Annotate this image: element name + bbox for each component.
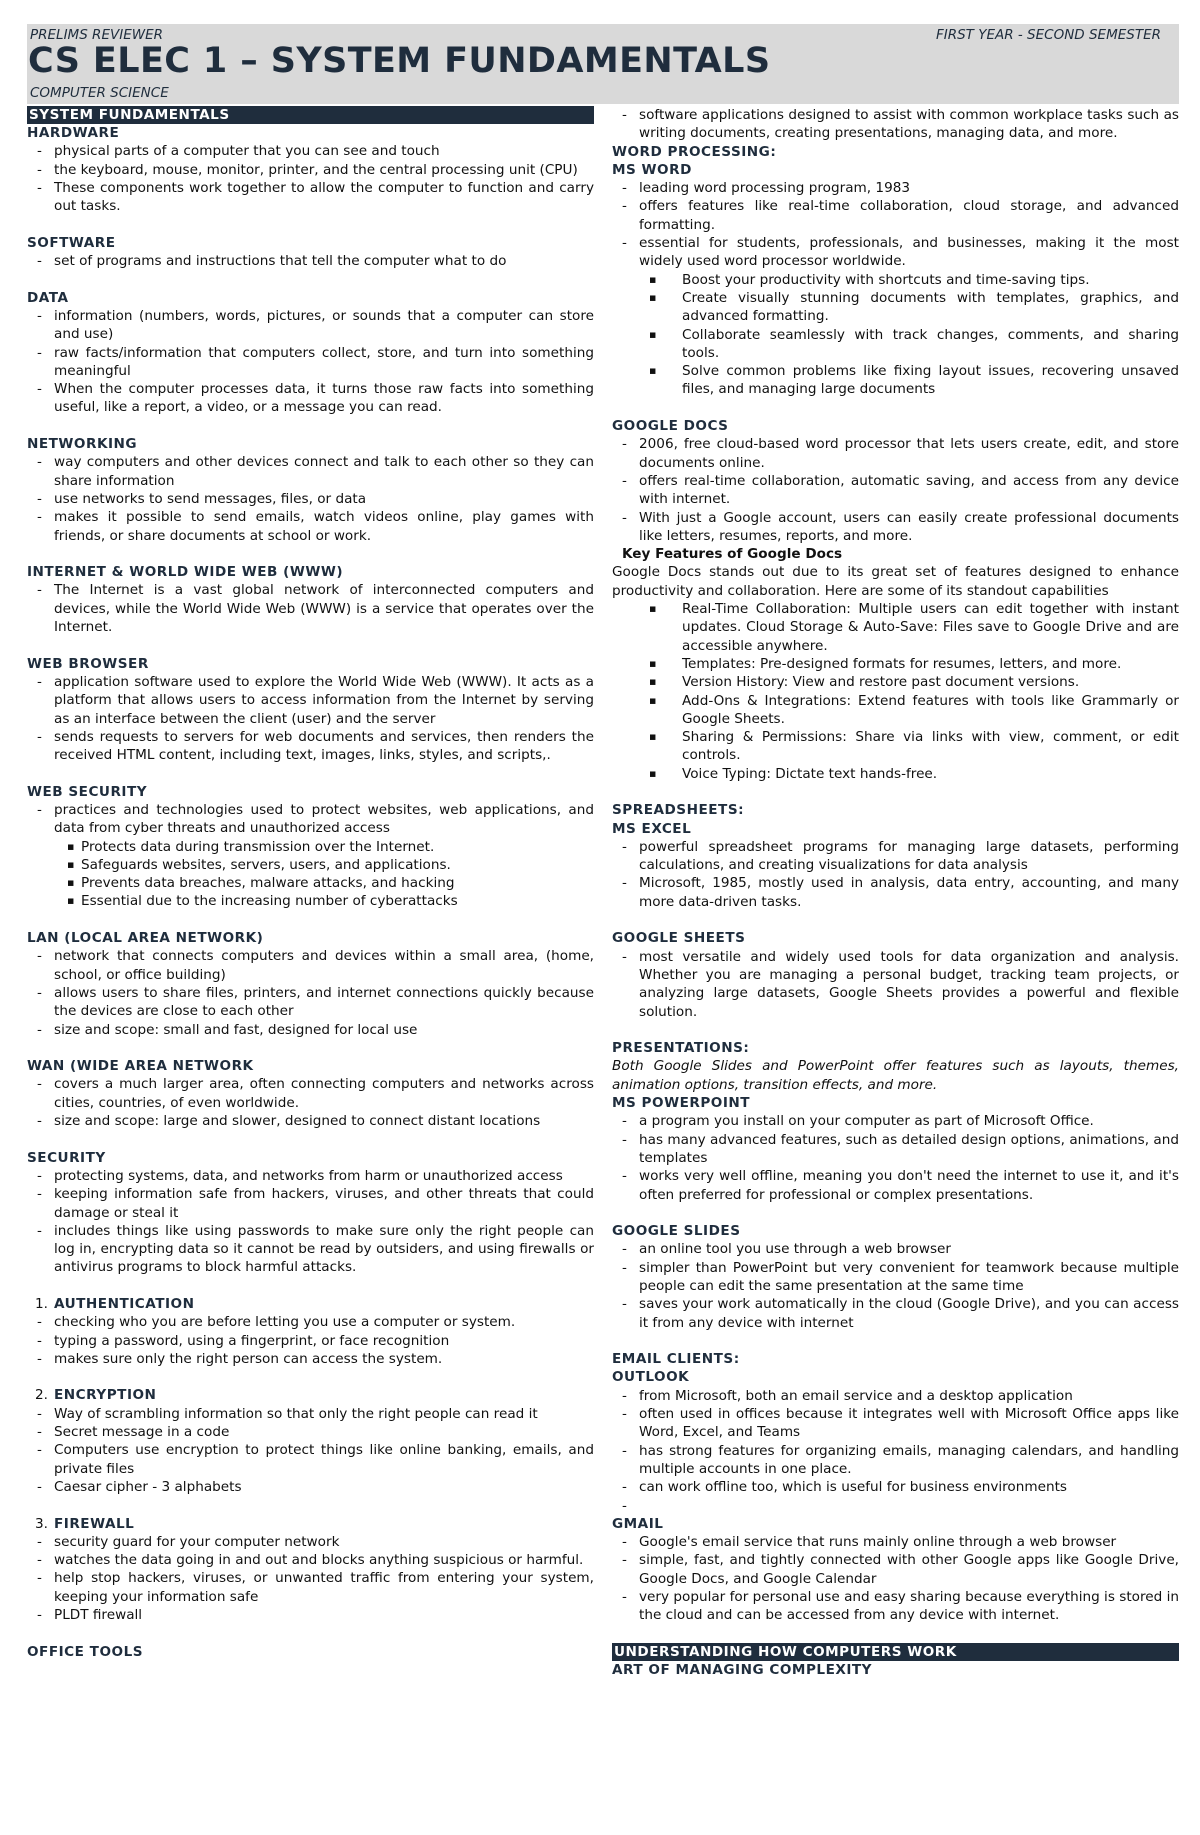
list-item: ▪ Solve common problems like fixing layout issues, recovering unsaved files, and managing large documents (612, 362, 1179, 399)
list-item: ▪ Real-Time Collaboration: Multiple users can edit together with instant updates. Cloud Storage & Auto-Save: Files save to Google Drive and are accessible anywhere. (612, 600, 1179, 655)
bullet-list (612, 1240, 1179, 1331)
section-heading: OFFICE TOOLS (27, 1643, 144, 1660)
list-item: - The Internet is a vast global network of interconnected computers and devices, while the World Wide Web (WWW) is a service that operates over the Internet. (27, 581, 594, 636)
section-bar: SYSTEM FUNDAMENTALS (27, 106, 594, 124)
list-item: - watches the data going in and out and blocks anything suspicious or harmful. (27, 1551, 594, 1569)
section-heading: GOOGLE SHEETS (612, 930, 746, 947)
list-item: ▪ Version History: View and restore past document versions. (612, 673, 1179, 691)
list-item: ▪ Create visually stunning documents with templates, graphics, and advanced formatting. (612, 289, 1179, 326)
list-item: ▪ Prevents data breaches, malware attacks, and hacking (27, 874, 594, 892)
document-header (27, 24, 1179, 104)
list-item: - from Microsoft, both an email service and a desktop application (612, 1387, 1179, 1405)
list-item: - often used in offices because it integrates well with Microsoft Office apps like Word, Excel, and Teams (612, 1405, 1179, 1442)
heading-number: 3. (35, 1515, 48, 1532)
list-item: - simpler than PowerPoint but very convenient for teamwork because multiple people can edit the same presentation at the same time (612, 1259, 1179, 1296)
list-item: - set of programs and instructions that tell the computer what to do (27, 252, 594, 270)
list-item: - typing a password, using a fingerprint, or face recognition (27, 1332, 594, 1350)
list-item: - PLDT firewall (27, 1606, 594, 1624)
list-item: - With just a Google account, users can easily create professional documents like letters, resumes, reports, and more. (612, 509, 1179, 546)
bullet-list (27, 252, 594, 270)
document-subtitle: COMPUTER SCIENCE (30, 85, 169, 101)
section-heading: WEB BROWSER (27, 655, 149, 672)
left-column (27, 106, 594, 1661)
list-item: - Caesar cipher - 3 alphabets (27, 1478, 594, 1496)
list-item: - Computers use encryption to protect things like online banking, emails, and private files (27, 1441, 594, 1478)
numbered-heading (27, 1386, 594, 1404)
list-item: ▪ Safeguards websites, servers, users, and applications. (27, 856, 594, 874)
list-item: - makes sure only the right person can access the system. (27, 1350, 594, 1368)
heading-number: 1. (35, 1296, 48, 1312)
list-item: - saves your work automatically in the cloud (Google Drive), and you can access it from any device with internet (612, 1295, 1179, 1332)
right-column (612, 106, 1179, 1679)
numbered-heading (27, 1515, 594, 1533)
list-item: - an online tool you use through a web browser (612, 1240, 1179, 1258)
list-item: - the keyboard, mouse, monitor, printer, and the central processing unit (CPU) (27, 161, 594, 179)
list-item: - offers features like real-time collaboration, cloud storage, and advanced formatting. (612, 197, 1179, 234)
document-title: CS ELEC 1 – SYSTEM FUNDAMENTALS (28, 41, 771, 81)
list-item: - These components work together to allow the computer to function and carry out tasks. (27, 179, 594, 216)
heading-text: AUTHENTICATION (54, 1296, 195, 1312)
list-item: - has strong features for organizing emails, managing calendars, and handling multiple accounts in one place. (612, 1442, 1179, 1479)
bullet-list (27, 801, 594, 838)
list-item (612, 1497, 1179, 1515)
section-heading: MS WORD (612, 161, 692, 178)
bullet-list (27, 307, 594, 417)
header-semester: FIRST YEAR - SECOND SEMESTER (935, 27, 1161, 43)
list-item: - Google's email service that runs mainly online through a web browser (612, 1533, 1179, 1551)
list-item: - allows users to share files, printers, and internet connections quickly because the devices are close to each other (27, 984, 594, 1021)
list-item: - physical parts of a computer that you can see and touch (27, 142, 594, 160)
bullet-list (612, 1533, 1179, 1624)
list-item: - most versatile and widely used tools for data organization and analysis. Whether you are managing a personal budget, tracking team projects, or analyzing large datasets, Google Sheets provides a powerful and flexible solution. (612, 948, 1179, 1021)
list-item: - essential for students, professionals, and businesses, making it the most widely used word processor worldwide. (612, 234, 1179, 271)
list-item: ▪ Voice Typing: Dictate text hands-free. (612, 765, 1179, 783)
list-item: - software applications designed to assist with common workplace tasks such as writing documents, creating presentations, managing data, and more. (612, 106, 1179, 143)
list-item: ▪ Collaborate seamlessly with track changes, comments, and sharing tools. (612, 326, 1179, 363)
list-item: - can work offline too, which is useful for business environments (612, 1478, 1179, 1496)
sub-bullet-list (612, 600, 1179, 783)
section-heading: WAN (WIDE AREA NETWORK (27, 1058, 254, 1075)
bullet-list (27, 1167, 594, 1277)
section-heading: OUTLOOK (612, 1369, 690, 1386)
list-item: - way computers and other devices connect and talk to each other so they can share information (27, 453, 594, 490)
list-item: - Microsoft, 1985, mostly used in analysis, data entry, accounting, and many more data-driven tasks. (612, 874, 1179, 911)
key-features-paragraph: Google Docs stands out due to its great set of features designed to enhance productivity and collaboration. Here are some of its standout capabilities (612, 564, 1179, 599)
section-heading: GOOGLE DOCS (612, 418, 729, 435)
section-heading: SECURITY (27, 1149, 106, 1166)
bullet-list (612, 179, 1179, 270)
section-heading: LAN (LOCAL AREA NETWORK) (27, 930, 264, 947)
list-item: ▪ Protects data during transmission over the Internet. (27, 838, 594, 856)
list-item: ▪ Add-Ons & Integrations: Extend features with tools like Grammarly or Google Sheets. (612, 692, 1179, 729)
list-item: - Way of scrambling information so that only the right people can read it (27, 1405, 594, 1423)
bullet-list (27, 1405, 594, 1496)
list-item: - size and scope: large and slower, designed to connect distant locations (27, 1112, 594, 1130)
list-item: - simple, fast, and tightly connected with other Google apps like Google Drive, Google Docs, and Google Calendar (612, 1551, 1179, 1588)
section-heading: NETWORKING (27, 436, 138, 453)
numbered-heading (27, 1295, 594, 1313)
section-heading: WEB SECURITY (27, 783, 148, 800)
heading-text: FIREWALL (54, 1515, 135, 1532)
bullet-list (612, 1112, 1179, 1203)
list-item: - a program you install on your computer as part of Microsoft Office. (612, 1112, 1179, 1130)
list-item: - raw facts/information that computers collect, store, and turn into something meaningful (27, 344, 594, 381)
sub-bullet-list (612, 271, 1179, 399)
list-item: - size and scope: small and fast, designed for local use (27, 1021, 594, 1039)
section-heading: GOOGLE SLIDES (612, 1223, 741, 1240)
list-item: - offers real-time collaboration, automatic saving, and access from any device with internet. (612, 472, 1179, 509)
list-item: - works very well offline, meaning you don't need the internet to use it, and it's often preferred for professional or complex presentations. (612, 1167, 1179, 1204)
list-item: - use networks to send messages, files, or data (27, 490, 594, 508)
section-heading: MS POWERPOINT (612, 1095, 751, 1112)
bullet-list (27, 142, 594, 215)
bullet-list (612, 948, 1179, 1021)
list-item: - 2006, free cloud-based word processor that lets users create, edit, and store documents online. (612, 435, 1179, 472)
key-features-title: Key Features of Google Docs (622, 546, 843, 563)
list-item: - information (numbers, words, pictures, or sounds that a computer can store and use) (27, 307, 594, 344)
section-heading: DATA (27, 289, 69, 306)
section-heading: GMAIL (612, 1515, 664, 1532)
document-page (27, 24, 1179, 1678)
section-heading: MS EXCEL (612, 820, 692, 837)
list-item: - help stop hackers, viruses, or unwanted traffic from entering your system, keeping your information safe (27, 1569, 594, 1606)
list-item: - application software used to explore the World Wide Web (WWW). It acts as a platform that allows users to access information from the Internet by serving as an interface between the client (user) and the server (27, 673, 594, 728)
list-item: ▪ Essential due to the increasing number of cyberattacks (27, 892, 594, 910)
list-item: - makes it possible to send emails, watch videos online, play games with friends, or share documents at school or work. (27, 508, 594, 545)
list-item: - protecting systems, data, and networks from harm or unauthorized access (27, 1167, 594, 1185)
section-heading: SOFTWARE (27, 234, 116, 251)
heading-number: 2. (35, 1387, 48, 1404)
list-item: - sends requests to servers for web documents and services, then renders the received HTML content, including text, images, links, styles, and scripts,. (27, 728, 594, 765)
bullet-list (27, 581, 594, 636)
list-item: ▪ Boost your productivity with shortcuts and time-saving tips. (612, 271, 1179, 289)
list-item: ▪ Templates: Pre-designed formats for resumes, letters, and more. (612, 655, 1179, 673)
bullet-list (27, 1313, 594, 1368)
heading-text: ENCRYPTION (54, 1387, 157, 1404)
bullet-list (612, 838, 1179, 911)
presentations-paragraph: Both Google Slides and PowerPoint offer features such as layouts, themes, animation options, transition effects, and more. (612, 1058, 1179, 1093)
sub-bullet-list (27, 838, 594, 911)
list-item: - practices and technologies used to protect websites, web applications, and data from cyber threats and unauthorized access (27, 801, 594, 838)
section-heading: HARDWARE (27, 125, 120, 141)
bullet-list (27, 947, 594, 1038)
list-item: - network that connects computers and devices within a small area, (home, school, or office building) (27, 947, 594, 984)
list-item: - When the computer processes data, it turns those raw facts into something useful, like a report, a video, or a message you can read. (27, 380, 594, 417)
list-item: - very popular for personal use and easy sharing because everything is stored in the cloud and can be accessed from any device with internet. (612, 1588, 1179, 1625)
bullet-list (27, 1533, 594, 1624)
bullet-list (612, 435, 1179, 545)
list-item: - includes things like using passwords to make sure only the right people can log in, encrypting data so it cannot be read by outsiders, and using firewalls or antivirus programs to block harmful attacks. (27, 1222, 594, 1277)
bullet-list (612, 106, 1179, 143)
category-heading: PRESENTATIONS: (612, 1040, 750, 1057)
list-item: - security guard for your computer network (27, 1533, 594, 1551)
header-label: PRELIMS REVIEWER (30, 27, 163, 43)
bullet-list (612, 1387, 1179, 1515)
list-item: - covers a much larger area, often connecting computers and networks across cities, countries, of even worldwide. (27, 1075, 594, 1112)
list-item: ▪ Sharing & Permissions: Share via links with view, comment, or edit controls. (612, 728, 1179, 765)
section-bar: UNDERSTANDING HOW COMPUTERS WORK (612, 1643, 1179, 1661)
category-heading: EMAIL CLIENTS: (612, 1351, 740, 1368)
category-heading: SPREADSHEETS: (612, 802, 745, 819)
section-heading: ART OF MANAGING COMPLEXITY (612, 1661, 873, 1678)
list-item: - checking who you are before letting you use a computer or system. (27, 1313, 594, 1331)
list-item: - has many advanced features, such as detailed design options, animations, and templates (612, 1131, 1179, 1168)
bullet-list (27, 673, 594, 764)
bullet-list (27, 453, 594, 544)
bullet-list (27, 1075, 594, 1130)
category-heading: WORD PROCESSING: (612, 143, 777, 160)
list-item: - powerful spreadsheet programs for managing large datasets, performing calculations, and creating visualizations for data analysis (612, 838, 1179, 875)
section-heading: INTERNET & WORLD WIDE WEB (WWW) (27, 564, 344, 581)
list-item: - leading word processing program, 1983 (612, 179, 1179, 197)
list-item: - keeping information safe from hackers, viruses, and other threats that could damage or steal it (27, 1185, 594, 1222)
list-item: - Secret message in a code (27, 1423, 594, 1441)
